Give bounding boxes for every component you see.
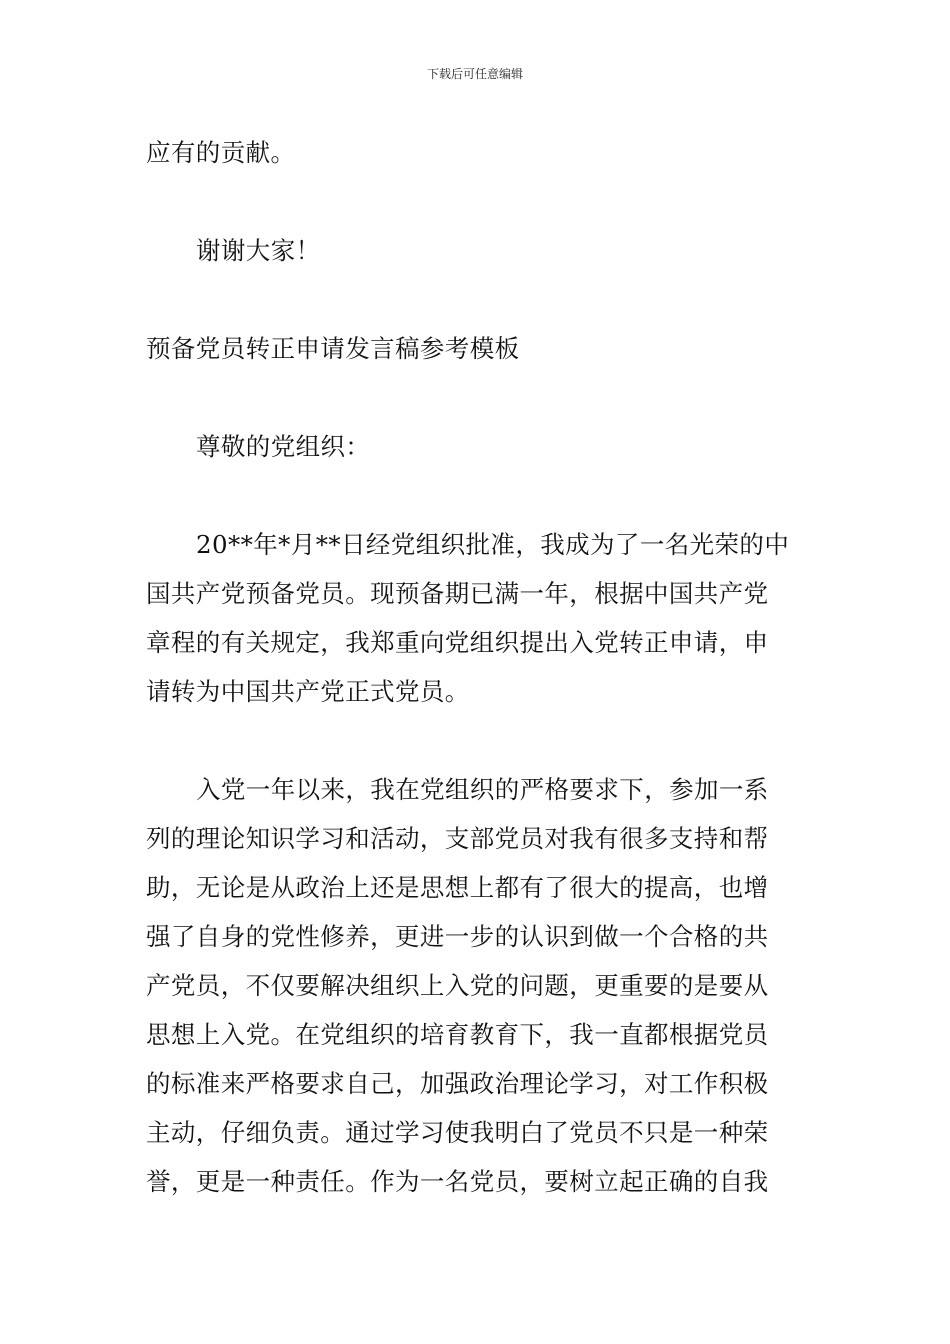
paragraph-line: 思想上入党。在党组织的培育教育下，我一直都根据党员 (146, 1020, 769, 1049)
paragraph-line: 誉，更是一种责任。作为一名党员，要树立起正确的自我 (146, 1167, 769, 1196)
paragraph-line: 主动，仔细负责。通过学习使我明白了党员不只是一种荣 (146, 1118, 769, 1147)
paragraph-line: 入党一年以来，我在党组织的严格要求下，参加一系 (196, 775, 769, 804)
paragraph-line: 产党员，不仅要解决组织上入党的问题，更重要的是要从 (146, 971, 769, 1000)
paragraph-reflection (146, 765, 808, 1206)
document-body (146, 128, 808, 1206)
paragraph-line: 国共产党预备党员。现预备期已满一年，根据中国共产党 (146, 579, 769, 608)
paragraph-line: 20**年*月**日经党组织批准，我成为了一名光荣的中 (196, 530, 790, 559)
closing-fragment: 应有的贡献。 (146, 138, 296, 167)
page-header-note: 下载后可任意编辑 (426, 67, 523, 81)
paragraph-approval (146, 520, 808, 716)
paragraph-line: 强了自身的党性修养，更进一步的认识到做一个合格的共 (146, 922, 769, 951)
paragraph-line: 的标准来严格要求自己，加强政治理论学习，对工作积极 (146, 1069, 769, 1098)
salutation: 尊敬的党组织： (196, 432, 371, 461)
thanks-line: 谢谢大家！ (196, 236, 321, 265)
paragraph-line: 请转为中国共产党正式党员。 (146, 677, 470, 706)
paragraph-line: 助，无论是从政治上还是思想上都有了很大的提高，也增 (146, 873, 769, 902)
paragraph-line: 章程的有关规定，我郑重向党组织提出入党转正申请，申 (146, 628, 769, 657)
document-title: 预备党员转正申请发言稿参考模板 (146, 334, 520, 363)
paragraph-line: 列的理论知识学习和活动，支部党员对我有很多支持和帮 (146, 824, 769, 853)
